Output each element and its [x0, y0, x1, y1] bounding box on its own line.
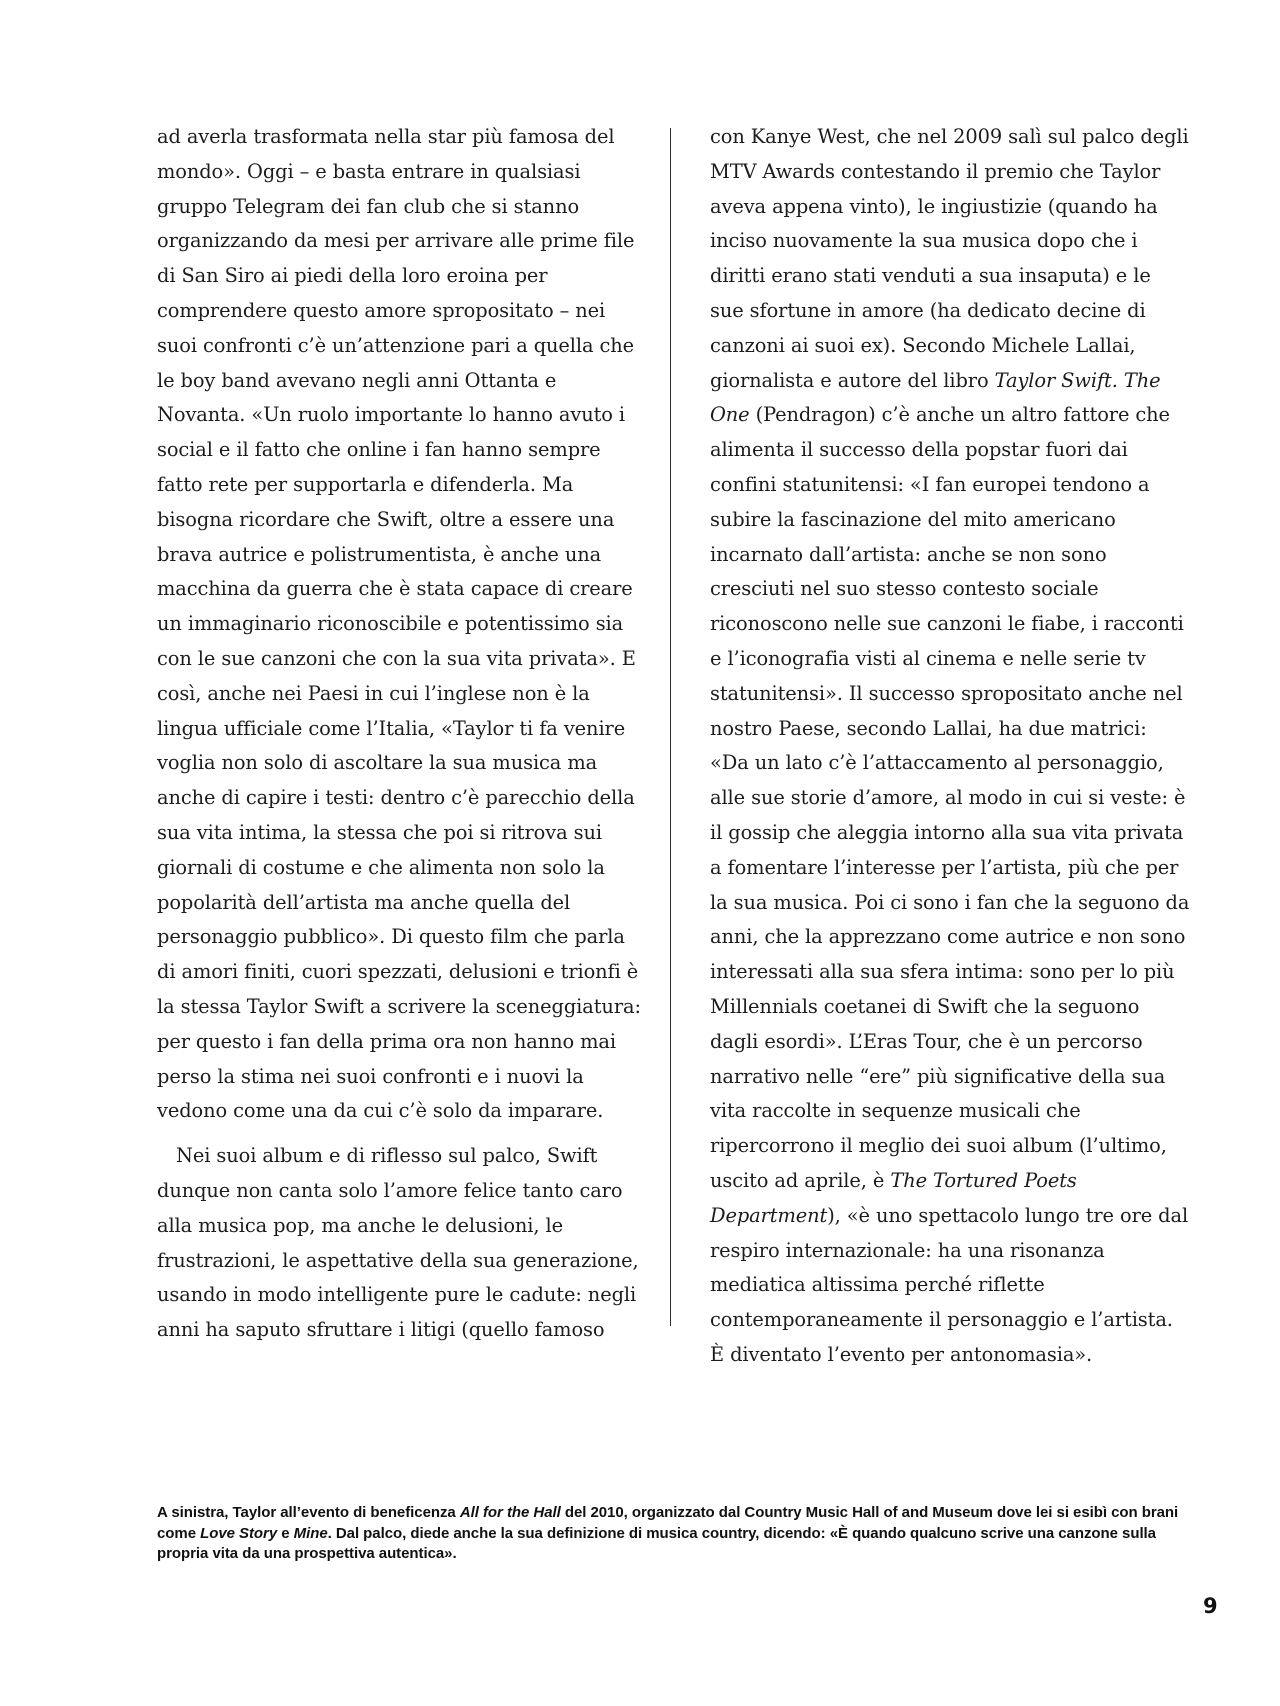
book-title: Taylor Swift. The One [710, 368, 1161, 427]
caption-event-title: All for the Hall [459, 1504, 561, 1521]
right-text-part-2: (Pendragon) c’è anche un altro fattore che alimenta il successo della popstar fuori dai confini statunitensi: «I fan europei tendono a subire la fascinazione del mito americano incarnato dall’artista: anche se non sono cresciuti nel suo stesso contesto sociale riconoscono nelle sue canzoni le fiabe, i racconti e l’iconografia visti al cinema e nelle serie tv statunitensi». Il successo spropositato anche nel nostro Paese, secondo Lallai, ha due matrici: «Da un lato c’è l’attaccamento al personaggio, alle sue storie d’amore, al modo in cui si veste: è il gossip che aleggia intorno alla sua vita privata a fomentare l’interesse per l’artista, più che per la sua musica. Poi ci sono i fan che la seguono da anni, che la apprezzano come autrice e non sono interessati alla sua sfera intima: sono per lo più Millennials coetanei di Swift che la seguono dagli esordi». L’Eras Tour, che è un percorso narrativo nelle “ere” più significative della sua vita raccolte in sequenze musicali che ripercorrono il meglio dei suoi album (l’ultimo, uscito ad aprile, è [710, 403, 1190, 1192]
caption-text-3: e [277, 1524, 294, 1542]
right-paragraph [710, 120, 1190, 1373]
right-text-part-1: con Kanye West, che nel 2009 salì sul palco degli MTV Awards contestando il premio che Taylor aveva appena vinto), le ingiustizie (quando ha inciso nuovamente la sua musica dopo che i diritti erano stati venduti a sua insaputa) e le sue sfortune in amore (ha dedicato decine di canzoni ai suoi ex). Secondo Michele Lallai, giornalista e autore del libro [710, 125, 1189, 392]
right-text-part-3: ), «è uno spettacolo lungo tre ore dal respiro internazionale: ha una risonanza mediatica altissima perché riflette contemporaneamente il personaggio e l’artista. È diventato l’evento per antonomasia». [710, 1203, 1189, 1366]
caption-song-1: Love Story [200, 1524, 278, 1542]
caption-text-4: . Dal palco, diede anche la sua definizione di musica country, dicendo: «È quando qualcuno scrive una canzone sulla propria vita da una prospettiva autentica». [157, 1524, 1156, 1562]
photo-caption [157, 1503, 1187, 1565]
left-paragraph-2-text: Nei suoi album e di riflesso sul palco, Swift dunque non canta solo l’amore felice tanto caro alla musica pop, ma anche le delusioni, le frustrazioni, le aspettative della sua generazione, usando in modo intelligente pure le cadute: negli anni ha saputo sfruttare i litigi (quello famoso [157, 1144, 639, 1342]
left-paragraph-2 [157, 1139, 647, 1348]
caption-text-1: A sinistra, Taylor all’evento di beneficenza [157, 1504, 460, 1521]
left-text-column [157, 120, 647, 1348]
caption-song-2: Mine [293, 1524, 328, 1542]
column-divider [670, 128, 671, 1326]
left-paragraph-1-text: ad averla trasformata nella star più famosa del mondo». Oggi – e basta entrare in qualsiasi gruppo Telegram dei fan club che si stanno organizzando da mesi per arrivare alle prime file di San Siro ai piedi della loro eroina per comprendere questo amore spropositato – nei suoi confronti c’è un’attenzione pari a quella che le boy band avevano negli anni Ottanta e Novanta. «Un ruolo importante lo hanno avuto i social e il fatto che online i fan hanno sempre fatto rete per supportarla e difenderla. Ma bisogna ricordare che Swift, oltre a essere una brava autrice e polistrumentista, è anche una macchina da guerra che è stata capace di creare un immaginario riconoscibile e potentissimo sia con le sue canzoni che con la sua vita privata». E così, anche nei Paesi in cui l’inglese non è la lingua ufficiale come l’Italia, «Taylor ti fa venire voglia non solo di ascoltare la sua musica ma anche di capire i testi: dentro c’è parecchio della sua vita intima, la stessa che poi si ritrova sui giornali di costume e che alimenta non solo la popolarità dell’artista ma anche quella del personaggio pubblico». Di questo film che parla di amori finiti, cuori spezzati, delusioni e trionfi è la stessa Taylor Swift a scrivere la sceneggiatura: per questo i fan della prima ora non hanno mai perso la stima nei suoi confronti e i nuovi la vedono come una da cui c’è solo da imparare. [157, 125, 641, 1123]
page-number: 9 [1203, 1594, 1218, 1618]
right-text-column [710, 120, 1190, 1373]
caption-text-2: del 2010, organizzato dal Country Music Hall of and Museum dove lei si esibì con brani come [157, 1504, 1179, 1542]
album-title: The Tortured Poets Department [710, 1168, 1077, 1227]
left-paragraph-1 [157, 120, 647, 1129]
